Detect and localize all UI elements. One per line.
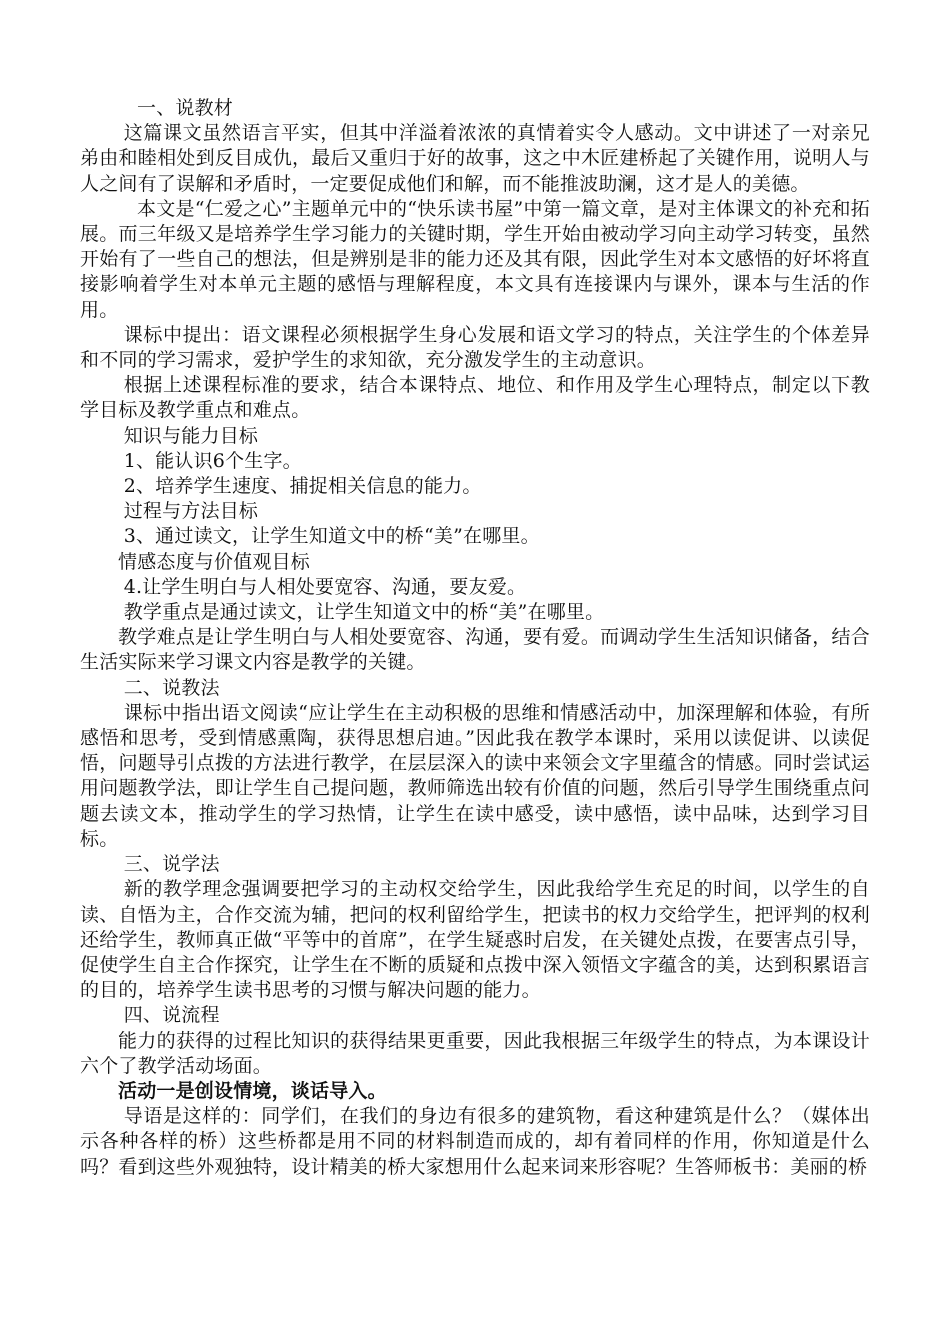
paragraph-7: 2、培养学生速度、捕捉相关信息的能力。 [123, 475, 482, 498]
paragraph-5: 知识与能力目标 [123, 424, 259, 447]
paragraph-9: 3、通过读文，让学生知道文中的桥“美”在哪里。 [123, 525, 540, 548]
paragraph-19: 能力的获得的过程比知识的获得结果更重要，因此我根据三年级学生的特点，为本课设计六个了教学活动场面。 [80, 1029, 870, 1077]
paragraph-17: 新的教学理念强调要把学习的主动权交给学生，因此我给学生充足的时间，以学生的自读、自悟为主，合作交流为辅，把问的权利留给学生，把读书的权力交给学生，把评判的权利还给学生，教师真正做“平等中的首席”，在学生疑惑时启发，在关键处点拨，在要害点引导，促使学生自主合作探究，让学生在不断的质疑和点拨中深入领悟文字蕴含的美，达到积累语言的目的，培养学生读书思考的习惯与解决问题的能力。 [80, 878, 870, 1002]
paragraph-18: 四、说流程 [123, 1004, 220, 1027]
paragraph-16: 三、说学法 [123, 853, 220, 876]
paragraph-8: 过程与方法目标 [123, 500, 259, 523]
paragraph-12: 教学重点是通过读文，让学生知道文中的桥“美”在哪里。 [123, 601, 605, 624]
paragraph-0: 一、说教材 [137, 97, 234, 119]
document-body [80, 96, 870, 1180]
paragraph-1: 这篇课文虽然语言平实，但其中洋溢着浓浓的真情着实令人感动。文中讲述了一对亲兄弟由和睦相处到反目成仇，最后又重归于好的故事，这之中木匠建桥起了关键作用，说明人与人之间有了误解和矛盾时，一定要促成他们和解，而不能推波助澜，这才是人的美德。 [80, 122, 870, 195]
paragraph-6: 1、能认识6个生字。 [123, 449, 302, 472]
paragraph-4: 根据上述课程标准的要求，结合本课特点、地位、和作用及学生心理特点，制定以下教学目标及教学重点和难点。 [80, 374, 870, 422]
paragraph-10: 情感态度与价值观目标 [118, 550, 311, 573]
paragraph-21: 导语是这样的：同学们，在我们的身边有很多的建筑物，看这种建筑是什么？（媒体出示各种各样的桥）这些桥都是用不同的材料制造而成的，却有着同样的作用，你知道是什么吗？看到这些外观独特，设计精美的桥大家想用什么起来词来形容呢？生答师板书：美丽的桥 [80, 1105, 870, 1178]
paragraph-13: 教学难点是让学生明白与人相处要宽容、沟通，要有爱。而调动学生生活知识储备，结合生活实际来学习课文内容是教学的关键。 [80, 626, 870, 674]
paragraph-11: 4.让学生明白与人相处要宽容、沟通，要友爱。 [123, 575, 527, 598]
paragraph-20: 活动一是创设情境，谈话导入。 [118, 1079, 387, 1102]
paragraph-3: 课标中提出：语文课程必须根据学生身心发展和语文学习的特点，关注学生的个体差异和不同的学习需求，爱护学生的求知欲，充分激发学生的主动意识。 [80, 323, 870, 372]
paragraph-14: 二、说教法 [123, 676, 220, 699]
paragraph-2: 本文是“仁爱之心”主题单元中的“快乐读书屋”中第一篇文章，是对主体课文的补充和拓展。而三年级又是培养学生学习能力的关键时期，学生开始由被动学习向主动学习转变，虽然开始有了一些自己的想法，但是辨别是非的能力还及其有限，因此学生对本文感悟的好坏将直接影响着学生对本单元主题的感悟与理解程度，本文具有连接课内与课外，课本与生活的作用。 [80, 197, 870, 321]
paragraph-15: 课标中指出语文阅读“应让学生在主动积极的思维和情感活动中，加深理解和体验，有所感悟和思考，受到情感熏陶，获得思想启迪。”因此我在教学本课时，采用以读促讲、以读促悟，问题导引点拨的方法进行教学，在层层深入的读中来领会文字里蕴含的情感。同时尝试运用问题教学法，即让学生自己提问题，教师筛选出较有价值的问题，然后引导学生围绕重点问题去读文本，推动学生的学习热情，让学生在读中感受，读中感悟，读中品味，达到学习目标。 [80, 701, 870, 850]
